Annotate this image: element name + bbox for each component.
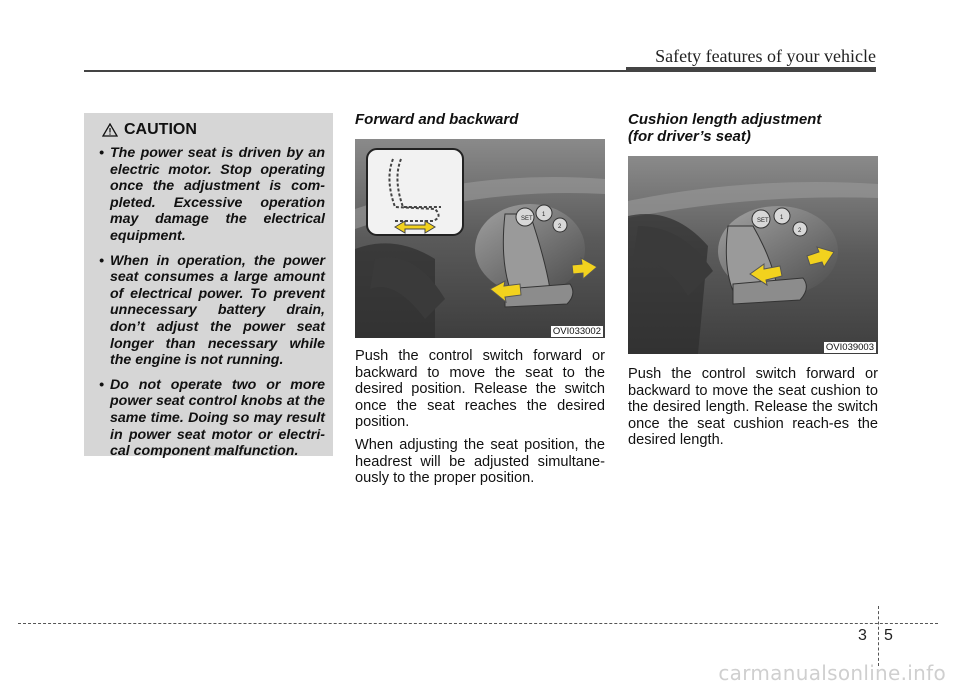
caution-box xyxy=(84,113,333,460)
figure-code: OVI033002 xyxy=(552,326,601,337)
cushion-length-section xyxy=(628,111,878,455)
cushion-switch-figure xyxy=(628,156,878,354)
caution-item: • Do not operate two or more power seat control knobs at the same time. Doing so may result in power seat motor or electri-cal component malfunction. xyxy=(99,376,325,460)
warning-triangle-icon xyxy=(102,123,118,137)
section-title: Forward and backward xyxy=(355,111,519,128)
caution-heading xyxy=(102,121,325,139)
set-button-label: SET xyxy=(757,218,769,224)
chapter-number: 3 xyxy=(858,627,867,644)
set-button-label: SET xyxy=(521,216,533,222)
body-paragraph: When adjusting the seat position, the headrest will be adjusted simultane-ously to the proper position. xyxy=(355,436,605,487)
caution-item: • The power seat is driven by an electric motor. Stop operating once the adjustment is com-pleted. Excessive operation may damage the electrical equipment. xyxy=(99,145,325,244)
caution-item: • When in operation, the power seat consumes a large amount of electrical power. To prevent unnecessary battery drain, don’t adjust the power seat longer than necessary while the engine is not running. xyxy=(99,252,325,369)
forward-backward-section xyxy=(355,111,605,493)
door-panel-illustration xyxy=(355,139,605,338)
footer-rule xyxy=(18,623,938,624)
door-panel-illustration xyxy=(628,156,878,354)
memory-1-label: 1 xyxy=(780,215,784,221)
body-paragraph: Push the control switch forward or backward to move the seat cushion to the desired length. Release the switch once the seat cushion reach-es the desired length. xyxy=(628,366,878,449)
caution-title: CAUTION xyxy=(124,121,197,138)
watermark: carmanualsonline.info xyxy=(718,661,946,685)
header-rule-accent xyxy=(626,67,876,72)
footer-divider xyxy=(878,606,879,666)
header-title: Safety features of your vehicle xyxy=(655,46,876,66)
caution-list xyxy=(92,145,325,460)
page-number: 5 xyxy=(884,627,893,644)
memory-2-label: 2 xyxy=(798,228,802,234)
figure-code: OVI039003 xyxy=(825,342,874,353)
section-subtitle: (for driver’s seat) xyxy=(628,128,751,145)
memory-1-label: 1 xyxy=(542,212,546,218)
body-paragraph: Push the control switch forward or backward to move the seat to the desired position. Release the switch once the seat reaches the desired position. xyxy=(355,348,605,431)
seat-switch-figure xyxy=(355,139,605,338)
section-title: Cushion length adjustment xyxy=(628,111,822,128)
seat-diagram-inset xyxy=(367,149,463,235)
memory-2-label: 2 xyxy=(558,224,562,230)
